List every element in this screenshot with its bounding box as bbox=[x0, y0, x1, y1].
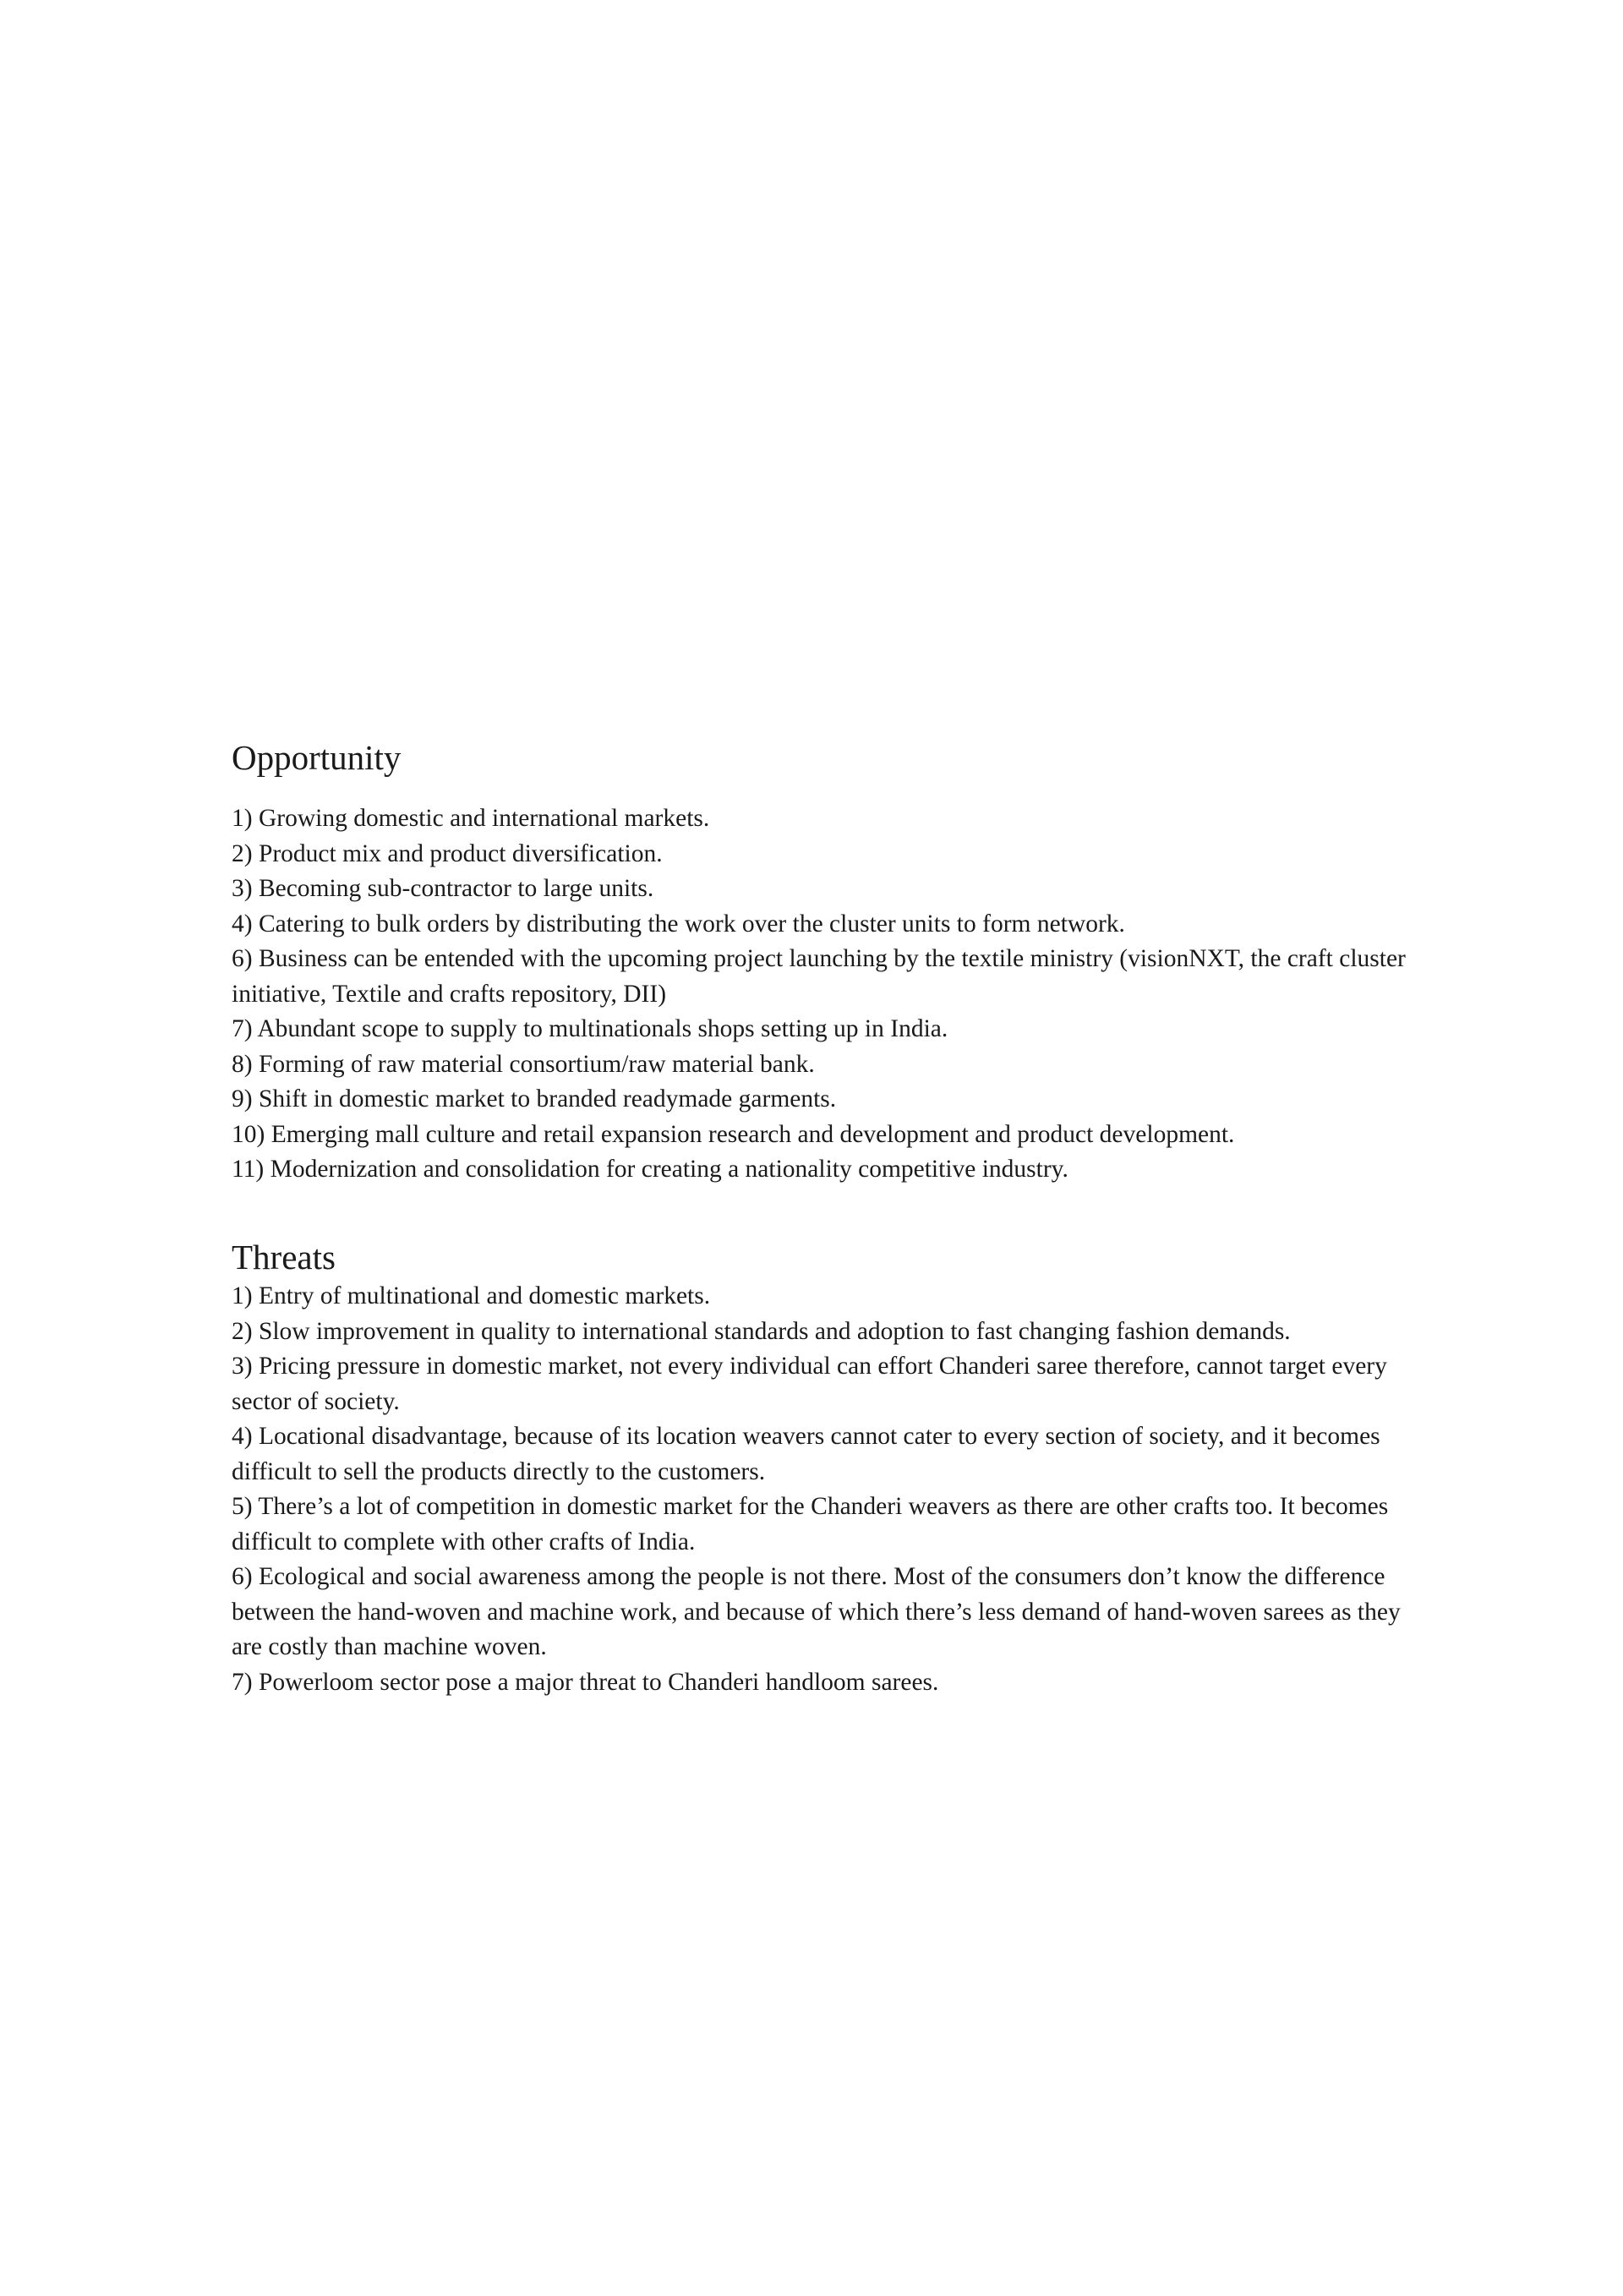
threats-item: 4) Locational disadvantage, because of its location weavers cannot cater to every section of society, and it becomes difficult to sell the products directly to the customers. bbox=[232, 1423, 1380, 1485]
opportunity-item: 2) Product mix and product diversification. bbox=[232, 839, 663, 867]
opportunity-item: 8) Forming of raw material consortium/raw material bank. bbox=[232, 1050, 815, 1078]
opportunity-section bbox=[232, 737, 1415, 1188]
threats-item: 1) Entry of multinational and domestic markets. bbox=[232, 1282, 711, 1309]
opportunity-item: 7) Abundant scope to supply to multinationals shops setting up in India. bbox=[232, 1015, 948, 1042]
threats-item: 5) There’s a lot of competition in domestic market for the Chanderi weavers as there are other crafts too. It becomes difficult to complete with other crafts of India. bbox=[232, 1493, 1389, 1555]
opportunity-item: 3) Becoming sub-contractor to large units. bbox=[232, 875, 654, 902]
threats-list bbox=[232, 1279, 1415, 1700]
threats-item: 3) Pricing pressure in domestic market, not every individual can effort Chanderi saree therefore, cannot target every sector of society. bbox=[232, 1353, 1387, 1415]
opportunity-item: 10) Emerging mall culture and retail expansion research and development and product development. bbox=[232, 1120, 1235, 1148]
opportunity-item: 11) Modernization and consolidation for creating a nationality competitive industry. bbox=[232, 1156, 1068, 1183]
threats-heading: Threats bbox=[232, 1238, 336, 1276]
threats-item: 2) Slow improvement in quality to international standards and adoption to fast changing fashion demands. bbox=[232, 1317, 1291, 1345]
opportunity-list bbox=[232, 801, 1415, 1188]
threats-section bbox=[232, 1237, 1415, 1700]
opportunity-item: 4) Catering to bulk orders by distributing the work over the cluster units to form network. bbox=[232, 910, 1125, 938]
opportunity-item: 9) Shift in domestic market to branded readymade garments. bbox=[232, 1085, 837, 1112]
opportunity-item: 6) Business can be entended with the upcoming project launching by the textile ministry (visionNXT, the craft cluster initiative, Textile and crafts repository, DII) bbox=[232, 945, 1406, 1008]
opportunity-heading: Opportunity bbox=[232, 738, 402, 777]
threats-item: 7) Powerloom sector pose a major threat to Chanderi handloom sarees. bbox=[232, 1668, 939, 1696]
opportunity-item: 1) Growing domestic and international markets. bbox=[232, 805, 710, 832]
threats-item: 6) Ecological and social awareness among the people is not there. Most of the consumers don’t know the difference between the hand-woven and machine work, and because of which there’s less demand of hand-woven sarees as they are costly than machine woven. bbox=[232, 1563, 1401, 1660]
